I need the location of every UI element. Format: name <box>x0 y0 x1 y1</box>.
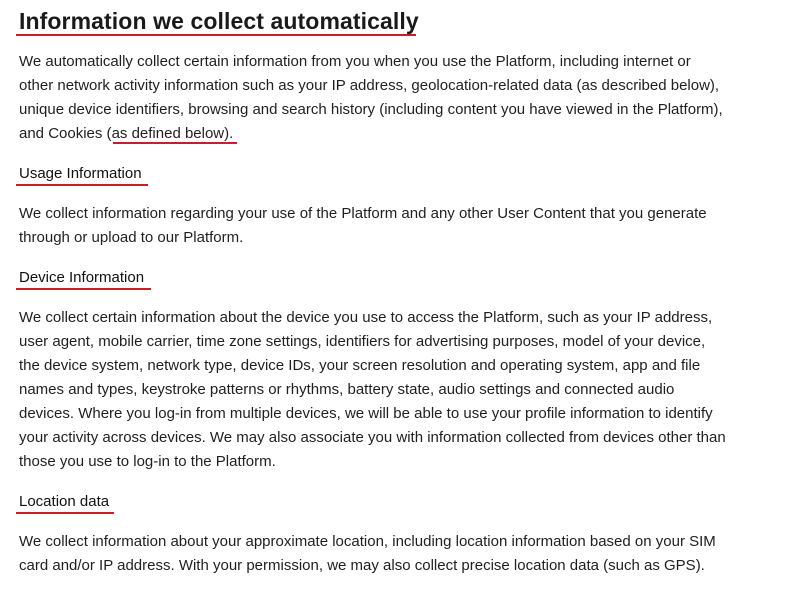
intro-line-end: ). <box>224 125 234 142</box>
location-paragraph <box>19 530 716 578</box>
cookies-link-underline <box>113 142 237 144</box>
intro-paragraph <box>19 50 723 146</box>
location-line: We collect information about your approximate location, including location information based on your SIM <box>19 533 716 550</box>
intro-line: unique device identifiers, browsing and search history (including content you have viewed in the Platform), <box>19 101 723 118</box>
device-line: those you use to log-in to the Platform. <box>19 453 276 470</box>
device-line: devices. Where you log-in from multiple devices, we will be able to use your profile information to identify <box>19 405 713 422</box>
page-title: Information we collect automatically <box>19 8 419 34</box>
intro-line: other network activity information such as your IP address, geolocation-related data (as described below), <box>19 77 720 94</box>
usage-line: We collect information regarding your use of the Platform and any other User Content that you generate <box>19 205 707 222</box>
device-line: We collect certain information about the device you use to access the Platform, such as your IP address, <box>19 309 713 326</box>
usage-line: through or upload to our Platform. <box>19 229 244 246</box>
device-heading-underline <box>16 288 151 290</box>
location-data-heading: Location data <box>19 493 110 510</box>
cookies-definition-link[interactable]: as defined below <box>111 125 225 142</box>
device-line: the device system, network type, device IDs, your screen resolution and operating system, app and file <box>19 357 701 374</box>
device-line: names and types, keystroke patterns or rhythms, battery state, audio settings and connected audio <box>19 381 675 398</box>
usage-paragraph <box>19 202 707 250</box>
location-heading-underline <box>16 512 114 514</box>
intro-line: We automatically collect certain information from you when you use the Platform, including internet or <box>19 53 691 70</box>
usage-information-heading: Usage Information <box>19 165 142 182</box>
location-line: card and/or IP address. With your permission, we may also collect precise location data (such as GPS). <box>19 557 705 574</box>
device-line: your activity across devices. We may also associate you with information collected from devices other than <box>19 429 726 446</box>
usage-heading-underline <box>16 184 148 186</box>
intro-line-start: and Cookies ( <box>19 125 112 142</box>
device-paragraph <box>19 306 726 474</box>
device-line: user agent, mobile carrier, time zone settings, identifiers for advertising purposes, model of your device, <box>19 333 706 350</box>
page-title-underline <box>16 34 416 36</box>
device-information-heading: Device Information <box>19 269 145 286</box>
